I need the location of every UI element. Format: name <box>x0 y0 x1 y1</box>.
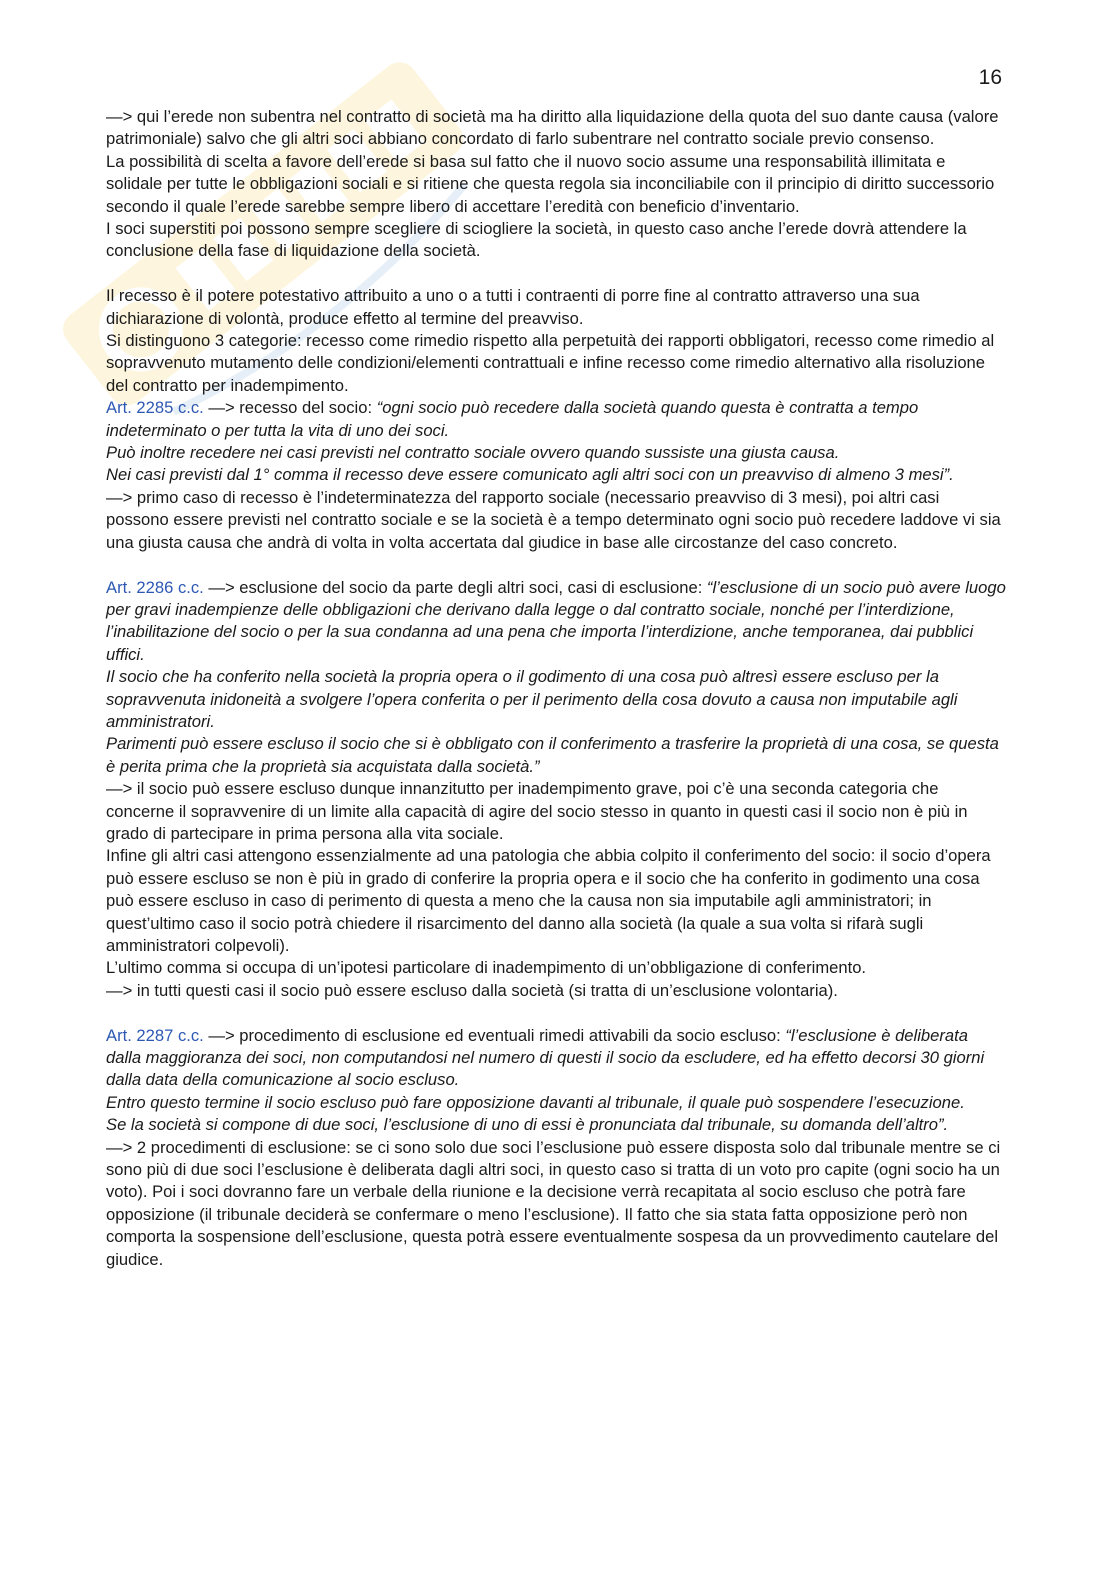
article-quote: Entro questo termine il socio escluso può fare opposizione davanti al tribunale, il quale può sospendere l’esecuzione. <box>106 1092 965 1112</box>
paragraph: —> 2 procedimenti di esclusione: se ci sono solo due soci l’esclusione può essere disposta solo dal tribunale mentre se ci sono più di due soci l’esclusione è deliberata dagli altri soci, in questo caso si tratta di un voto pro capite (ogni socio ha un voto). Poi i soci dovranno fare un verbale della riunione e la decisione verrà recapitata al socio escluso che potrà fare opposizione (il tribunale deciderà se confermare o meno l’esclusione). Il fatto che sia stata fatta opposizione però non comporta la sospensione dell’esclusione, questa potrà essere eventualmente sospesa da un provvedimento cautelare del giudice. <box>106 1137 1001 1269</box>
article-quote: Nei casi previsti dal 1° comma il recesso deve essere comunicato agli altri soci con un preavviso di almeno 3 mesi”. <box>106 465 954 485</box>
article-quote: Il socio che ha conferito nella società la propria opera o il godimento di una cosa può altresì essere escluso per la sopravvenuta inidoneità a svolgere l’opera conferita o per il perimento della cosa dovuto a causa non imputabile agli amministratori. <box>106 667 958 731</box>
paragraph: Art. 2285 c.c. —> recesso del socio: “ogni socio può recedere dalla società quando questa è contratta a tempo indeterminato o per tutta la vita di uno dei soci. <box>106 398 919 440</box>
article-reference-2285: Art. 2285 c.c. <box>106 398 204 418</box>
page-number: 16 <box>978 66 1002 89</box>
article-reference-2287: Art. 2287 c.c. <box>106 1025 204 1045</box>
paragraph: Il recesso è il potere potestativo attribuito a uno o a tutti i contraenti di porre fine al contratto attraverso una sua dichiarazione di volontà, produce effetto al termine del preavviso. <box>106 286 920 328</box>
paragraph: —> qui l’erede non subentra nel contratto di società ma ha diritto alla liquidazione della quota del suo dante causa (valore patrimoniale) salvo che gli altri soci abbiano concordato di farlo subentrare nel contratto sociale previo consenso. <box>106 107 999 149</box>
paragraph: I soci superstiti poi possono sempre scegliere di sciogliere la società, in questo caso anche l’erede dovrà attendere la conclusione della fase di liquidazione della società. <box>106 219 967 261</box>
article-reference-2286: Art. 2286 c.c. <box>106 577 204 597</box>
paragraph: —> in tutti questi casi il socio può essere escluso dalla società (si tratta di un’esclusione volontaria). <box>106 980 838 1000</box>
paragraph: —> primo caso di recesso è l’indeterminatezza del rapporto sociale (necessario preavviso di 3 mesi), poi altri casi possono essere previsti nel contratto sociale e se la società è a tempo determinato ogni socio può recedere laddove vi sia una giusta causa che andrà di volta in volta accertata dal giudice in base alle circostanze del caso concreto. <box>106 487 1001 552</box>
paragraph: Art. 2286 c.c. —> esclusione del socio da parte degli altri soci, casi di esclusione: “l’esclusione di un socio può avere luogo per gravi inadempienze delle obbligazioni che derivano dalla legge o dal contratto sociale, nonché per l’interdizione, l’inabilitazione del socio o per la sua condanna ad una pena che importa l’interdizione, anche temporanea, dai pubblici uffici. <box>106 577 1006 664</box>
paragraph: Art. 2287 c.c. —> procedimento di esclusione ed eventuali rimedi attivabili da socio escluso: “l’esclusione è deliberata dalla maggioranza dei soci, non computandosi nel numero di questi il socio da escludere, ed ha effetto decorsi 30 giorni dalla data della comunicazione al socio escluso. <box>106 1025 985 1090</box>
article-quote: “ogni socio può recedere dalla società quando questa è contratta a tempo indeterminato o per tutta la vita di uno dei soci. <box>106 398 919 440</box>
article-quote: “l’esclusione di un socio può avere luogo per gravi inadempienze delle obbligazioni che derivano dalla legge o dal contratto sociale, nonché per l’interdizione, l’inabilitazione del socio o per la sua condanna ad una pena che importa l’interdizione, anche temporanea, dai pubblici uffici. <box>106 577 1006 664</box>
article-quote: “l’esclusione è deliberata dalla maggioranza dei soci, non computandosi nel numero di questi il socio da escludere, ed ha effetto decorsi 30 giorni dalla data della comunicazione al socio escluso. <box>106 1025 985 1090</box>
paragraph: Infine gli altri casi attengono essenzialmente ad una patologia che abbia colpito il conferimento del socio: il socio d’opera può essere escluso se non è più in grado di conferire la propria opera e il socio che ha conferito in godimento una cosa può essere escluso in caso di perimento di questa a meno che la causa non sia imputabile agli amministratori; in quest’ultimo caso il socio potrà chiedere il risarcimento del danno alla società (la quale a sua volta si rifarà sugli amministratori colpevoli). <box>106 846 991 955</box>
article-quote: Se la società si compone di due soci, l’esclusione di uno di essi è pronunciata dal tribunale, su domanda dell’altro”. <box>106 1115 949 1135</box>
paragraph: Si distinguono 3 categorie: recesso come rimedio rispetto alla perpetuità dei rapporti obbligatori, recesso come rimedio al sopravvenuto mutamento delle condizioni/elementi contrattuali e infine recesso come rimedio alternativo alla risoluzione del contratto per inadempimento. <box>106 331 995 395</box>
article-quote: Può inoltre recedere nei casi previsti nel contratto sociale ovvero quando sussiste una giusta causa. <box>106 443 840 463</box>
document-body <box>106 106 1006 1271</box>
article-quote: Parimenti può essere escluso il socio che si è obbligato con il conferimento a trasferire la proprietà di una cosa, se questa è perita prima che la proprietà sia acquistata dalla società.” <box>106 734 999 776</box>
paragraph: La possibilità di scelta a favore dell’erede si basa sul fatto che il nuovo socio assume una responsabilità illimitata e solidale per tutte le obbligazioni sociali e si ritiene che questa regola sia inconciliabile con il principio di diritto successorio secondo il quale l’erede sarebbe sempre libero di accettare l’eredità con beneficio d’inventario. <box>106 151 995 216</box>
paragraph: —> il socio può essere escluso dunque innanzitutto per inadempimento grave, poi c’è una seconda categoria che concerne il sopravvenire di un limite alla capacità di agire del socio stesso in quanto in questi casi il socio non è più in grado di partecipare in prima persona alla vita sociale. <box>106 779 968 843</box>
paragraph: L’ultimo comma si occupa di un’ipotesi particolare di inadempimento di un’obbligazione di conferimento. <box>106 958 867 978</box>
